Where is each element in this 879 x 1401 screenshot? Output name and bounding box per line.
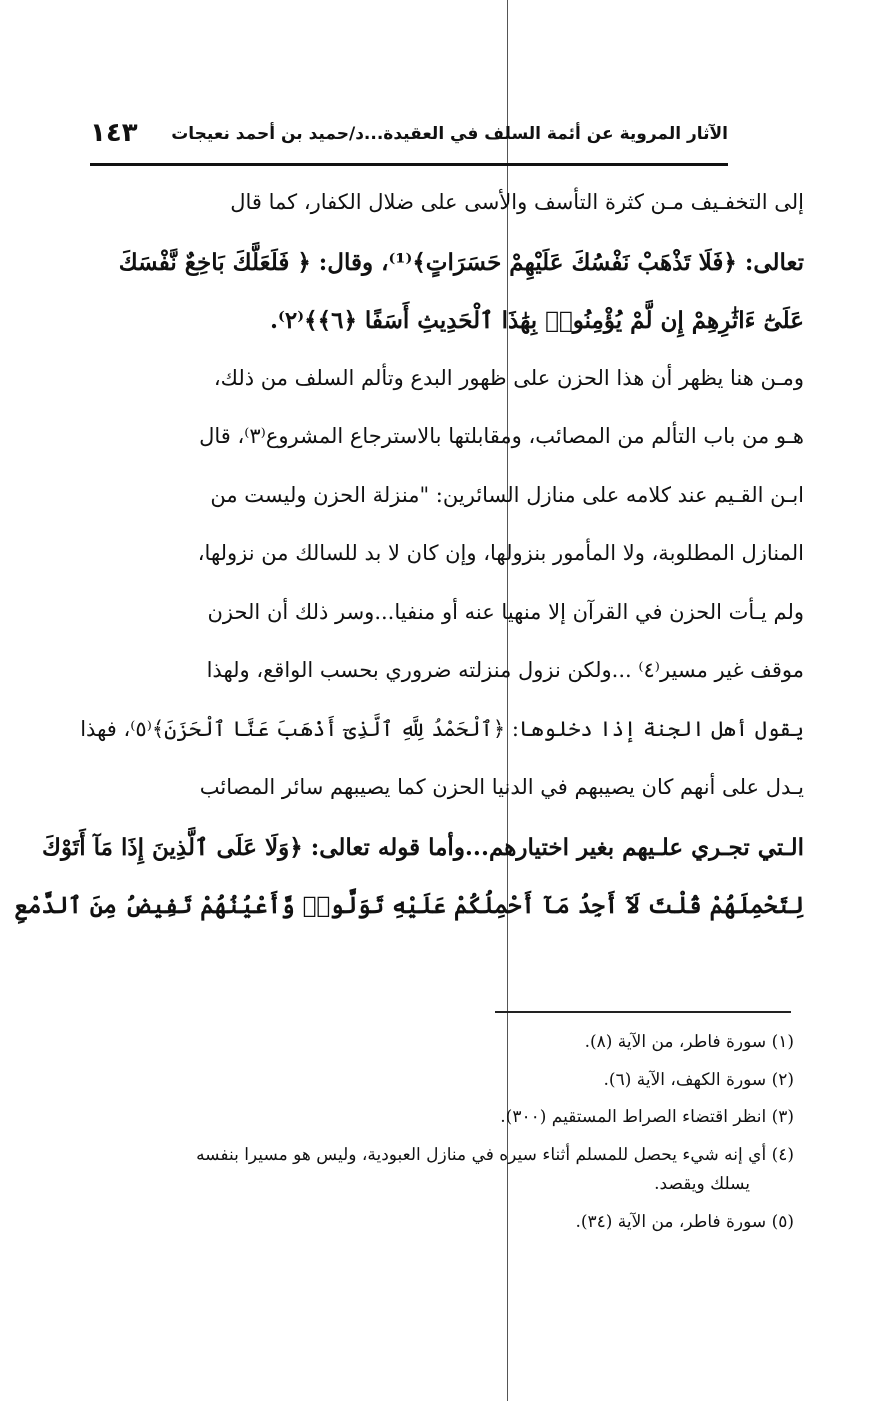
text-line: عَلَىٰٓ ءَاثَٰرِهِمْ إِن لَّمْ يُؤْمِنُوا۟ بِهَٰذَا ٱلْحَدِيثِ أَسَفًا ﴿٦﴾﴾⁽٢⁾. bbox=[270, 307, 804, 334]
text-line: يـدل على أنهم كان يصيبهم في الدنيا الحزن كما يصيبهم سائر المصائب bbox=[199, 775, 804, 799]
footnote: (٢) سورة الكهف، الآية (٦). bbox=[603, 1069, 794, 1090]
page-number: ١٤٣ bbox=[90, 118, 138, 148]
footnotes bbox=[80, 1030, 794, 1247]
footnote: (١) سورة فاطر، من الآية (٨). bbox=[584, 1032, 794, 1052]
text-line: المنازل المطلوبة، ولا المأمور بنزولها، وإن كان لا بد للسالك من نزولها، bbox=[197, 541, 804, 565]
text-line: هـو من باب التألم من المصائب، ومقابلتها بالاسترجاع المشروع⁽٣⁾، قال bbox=[199, 424, 804, 448]
running-header bbox=[90, 118, 728, 162]
footnote-continuation: يسلك ويقصد. bbox=[654, 1174, 750, 1194]
footnote: (٤) أي إنه شيء يحصل للمسلم أثناء سيره في منازل العبودية، وليس هو مسيرا بنفسه bbox=[196, 1144, 794, 1165]
text-line: يقول أهل الجنة إذا دخلوها: ﴿ٱلْحَمْدُ لِلَّهِ ٱلَّذِىٓ أَذْهَبَ عَنَّا ٱلْحَزَنَ﴾⁽٥⁾، فهذا bbox=[80, 716, 804, 741]
text-line: إلى التخفـيف مـن كثرة التأسف والأسى على ضلال الكفار، كما قال bbox=[230, 190, 804, 214]
main-text bbox=[14, 186, 804, 947]
header-rule bbox=[90, 163, 728, 166]
text-line: لِتَحْمِلَهُمْ قُلْتَ لَآ أَجِدُ مَآ أَحْمِلُكُمْ عَلَيْهِ تَوَلَّوا۟ وَّأَعْيُنُهُمْ تَفِيضُ مِنَ ٱلدَّمْعِ bbox=[14, 892, 804, 919]
text-line: ولم يـأت الحزن في القرآن إلا منهيا عنه أو منفيا...وسر ذلك أن الحزن bbox=[207, 599, 804, 624]
footnote: (٣) انظر اقتضاء الصراط المستقيم (٣٠٠). bbox=[500, 1107, 794, 1127]
footnote: (٥) سورة فاطر، من الآية (٣٤). bbox=[575, 1211, 794, 1232]
text-line: تعالى: ﴿فَلَا تَذْهَبْ نَفْسُكَ عَلَيْهِمْ حَسَرَاتٍ﴾⁽¹⁾، وقال: ﴿ فَلَعَلَّكَ بَاخِعٌ نَّفْسَكَ bbox=[118, 248, 804, 276]
text-line: ومـن هنا يظهر أن هذا الحزن على ظهور البدع وتألم السلف من ذلك، bbox=[213, 365, 804, 390]
text-line: ابـن القـيم عند كلامه على منازل السائرين: "منزلة الحزن وليست من bbox=[210, 482, 804, 507]
text-line: الـتي تجـري علـيهم بغير اختيارهم...وأما قوله تعالى: ﴿وَلَا عَلَى ٱلَّذِينَ إِذَا مَآ أَتَوْكَ bbox=[42, 833, 804, 861]
footnote-separator bbox=[495, 1011, 791, 1013]
text-line: موقف غير مسير⁽٤⁾ ...ولكن نزول منزلته ضروري بحسب الواقع، ولهذا bbox=[206, 658, 804, 682]
header-title: الآثار المروية عن أئمة السلف في العقيدة...د/حميد بن أحمد نعيجات bbox=[171, 124, 728, 144]
